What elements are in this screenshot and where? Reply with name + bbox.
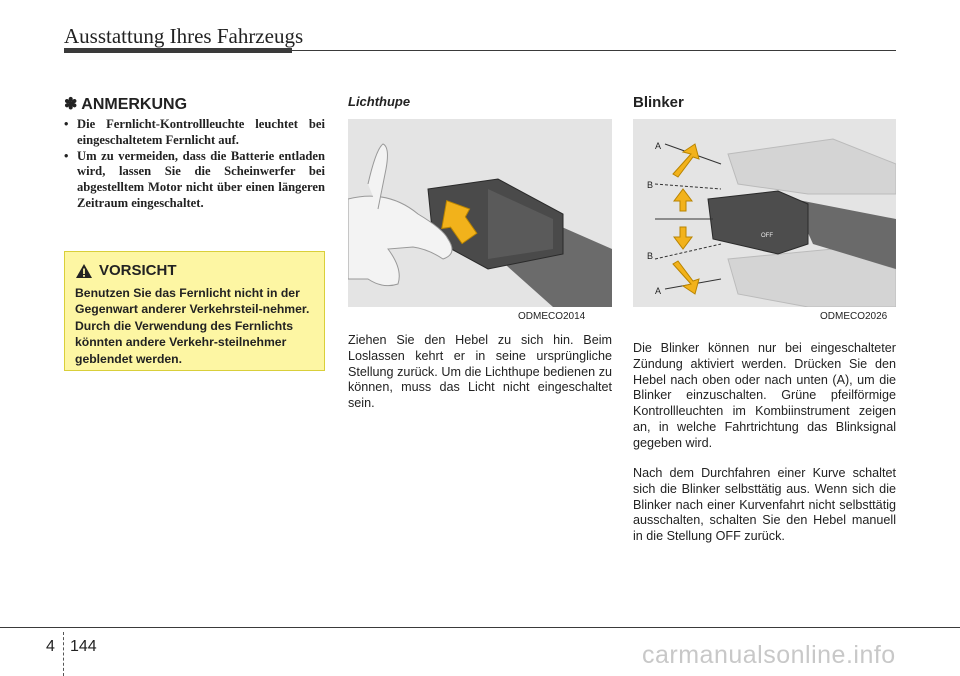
- figure-label-a: A: [655, 286, 662, 296]
- note-heading: ✽ ANMERKUNG: [64, 96, 188, 113]
- figure-code: ODMECO2014: [518, 311, 586, 322]
- caution-title: [75, 262, 177, 279]
- caution-title-text: VORSICHT: [99, 262, 177, 279]
- blinker-text-1: Die Blinker können nur bei eingeschalteter Zündung aktiviert werden. Drücken Sie den Hebel nach oben oder nach unten (A), um die Blinker einzuschalten. Grüne pfeilförmige Kontrollleuchten im Kombiinstrument zeigen an, in welche Fahrtrichtung das Blinksignal gegeben wird.: [633, 341, 896, 450]
- page-header-title: Ausstattung Ihres Fahrzeugs: [64, 24, 304, 48]
- bullet: •: [64, 117, 69, 131]
- note-item-text: Die Fernlicht-Kontrollleuchte leuchtet bei eingeschaltetem Fernlicht auf.: [77, 117, 325, 147]
- footer-separator: [63, 632, 64, 676]
- note-list: [64, 117, 325, 212]
- blinker-figure: [633, 119, 896, 307]
- note-item: [64, 117, 325, 149]
- page-number: 144: [70, 638, 97, 655]
- caution-text: Benutzen Sie das Fernlicht nicht in der Gegenwart anderer Verkehrsteil-nehmer. Durch die Verwendung des Fernlichts könnten andere Verkehr-steilnehmer geblendet werden.: [75, 286, 310, 366]
- caution-box: [64, 251, 325, 371]
- figure-label-off: OFF: [761, 233, 773, 239]
- header-rule-thick: [64, 48, 292, 53]
- figure-label-a: A: [655, 141, 662, 151]
- watermark: carmanualsonline.info: [642, 641, 896, 669]
- figure-code: ODMECO2026: [820, 311, 888, 322]
- blinker-text-2: Nach dem Durchfahren einer Kurve schaltet sich die Blinker selbsttätig aus. Wenn sich die Blinker nach einer Kurvenfahrt nicht selbsttätig ausschalten, schalten Sie den Hebel manuell in die Stellung OFF zurück.: [633, 466, 896, 544]
- note-item: [64, 149, 325, 212]
- lichthupe-illustration: [348, 119, 612, 307]
- lichthupe-heading: Lichthupe: [348, 94, 411, 109]
- bullet: •: [64, 148, 69, 163]
- blinker-illustration: [633, 119, 896, 307]
- figure-label-b: B: [647, 180, 654, 190]
- lichthupe-figure: [348, 119, 612, 307]
- lichthupe-text: Ziehen Sie den Hebel zu sich hin. Beim Loslassen kehrt er in seine ursprüngliche Stellung zurück. Um die Lichthupe bedienen zu können, muss das Licht nicht eingeschaltet sein.: [348, 333, 612, 411]
- warning-icon: [75, 263, 93, 279]
- footer-rule: [0, 627, 960, 628]
- header-rule-thin: [292, 50, 896, 51]
- blinker-heading: Blinker: [633, 94, 684, 111]
- note-item-text: Um zu vermeiden, dass die Batterie entladen wird, lassen Sie die Scheinwerfer bei abgestelltem Motor nicht über einen längeren Zeitraum eingeschaltet.: [77, 148, 325, 210]
- chapter-number: 4: [46, 638, 55, 655]
- figure-label-b: B: [647, 251, 654, 261]
